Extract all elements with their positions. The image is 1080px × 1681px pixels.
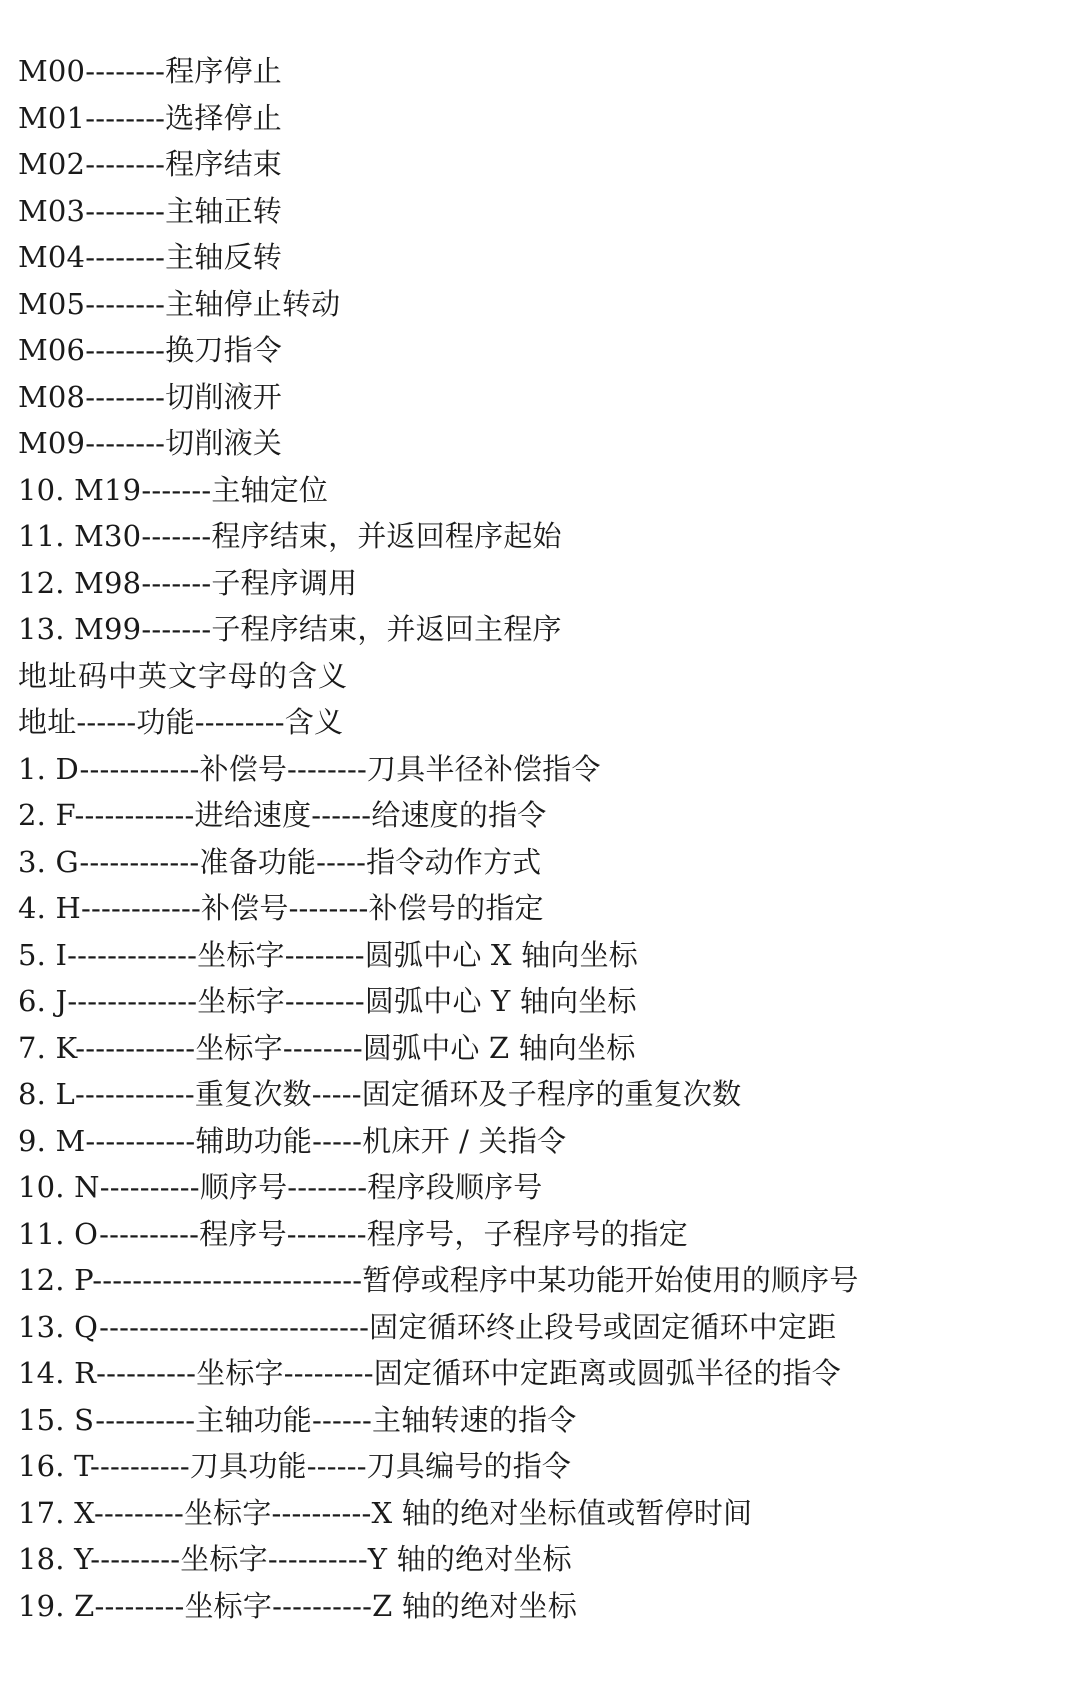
address-code-line: 9. M-----------辅助功能-----机床开 / 关指令 bbox=[18, 1123, 567, 1158]
m-code-line: M09--------切削液关 bbox=[18, 426, 282, 460]
address-code-line: 3. G------------准备功能-----指令动作方式 bbox=[18, 844, 542, 879]
m-code-line: 11. M30-------程序结束，并返回程序起始 bbox=[18, 519, 562, 553]
m-code-line: M00--------程序停止 bbox=[18, 54, 282, 88]
m-code-line: M02--------程序结束 bbox=[18, 147, 282, 181]
address-code-line: 8. L------------重复次数-----固定循环及子程序的重复次数 bbox=[18, 1077, 742, 1111]
address-code-line: 11. O----------程序号--------程序号，子程序号的指定 bbox=[18, 1216, 688, 1251]
m-code-line: 13. M99-------子程序结束，并返回主程序 bbox=[18, 612, 562, 646]
section-heading: 地址码中英文字母的含义 bbox=[18, 658, 349, 693]
address-code-line: 1. D------------补偿号--------刀具半径补偿指令 bbox=[18, 751, 601, 786]
address-code-line: 4. H------------补偿号--------补偿号的指定 bbox=[18, 891, 544, 925]
m-code-line: M08--------切削液开 bbox=[18, 379, 282, 414]
address-code-line: 18. Y---------坐标字----------Y 轴的绝对坐标 bbox=[18, 1542, 572, 1576]
address-code-line: 13. Q---------------------------固定循环终止段号或固定循环中定距 bbox=[18, 1309, 837, 1344]
address-code-line: 19. Z---------坐标字----------Z 轴的绝对坐标 bbox=[18, 1588, 578, 1623]
address-code-line: 2. F------------进给速度------给速度的指令 bbox=[18, 798, 547, 832]
address-code-line: 12. P---------------------------暂停或程序中某功能开始使用的顺序号 bbox=[18, 1263, 859, 1297]
address-code-line: 10. N----------顺序号--------程序段顺序号 bbox=[18, 1170, 543, 1204]
address-code-line: 5. I-------------坐标字--------圆弧中心 X 轴向坐标 bbox=[18, 937, 639, 972]
table-header-line: 地址------功能---------含义 bbox=[18, 705, 344, 739]
m-code-line: M06--------换刀指令 bbox=[18, 333, 282, 367]
document-body bbox=[18, 48, 1058, 1629]
address-code-line: 14. R----------坐标字---------固定循环中定距离或圆弧半径的指令 bbox=[18, 1356, 841, 1390]
address-code-line: 6. J-------------坐标字--------圆弧中心 Y 轴向坐标 bbox=[18, 984, 637, 1018]
m-code-line: M03--------主轴正转 bbox=[18, 193, 282, 228]
address-code-line: 16. T----------刀具功能------刀具编号的指令 bbox=[18, 1449, 572, 1483]
m-code-line: M05--------主轴停止转动 bbox=[18, 286, 341, 321]
m-code-line: M01--------选择停止 bbox=[18, 100, 282, 135]
m-code-line: M04--------主轴反转 bbox=[18, 240, 282, 274]
m-code-line: 12. M98-------子程序调用 bbox=[18, 565, 358, 600]
address-code-line: 17. X---------坐标字----------X 轴的绝对坐标值或暂停时间 bbox=[18, 1495, 753, 1530]
address-code-line: 15. S----------主轴功能------主轴转速的指令 bbox=[18, 1402, 577, 1437]
address-code-line: 7. K------------坐标字--------圆弧中心 Z 轴向坐标 bbox=[18, 1030, 636, 1065]
m-code-line: 10. M19-------主轴定位 bbox=[18, 472, 329, 507]
